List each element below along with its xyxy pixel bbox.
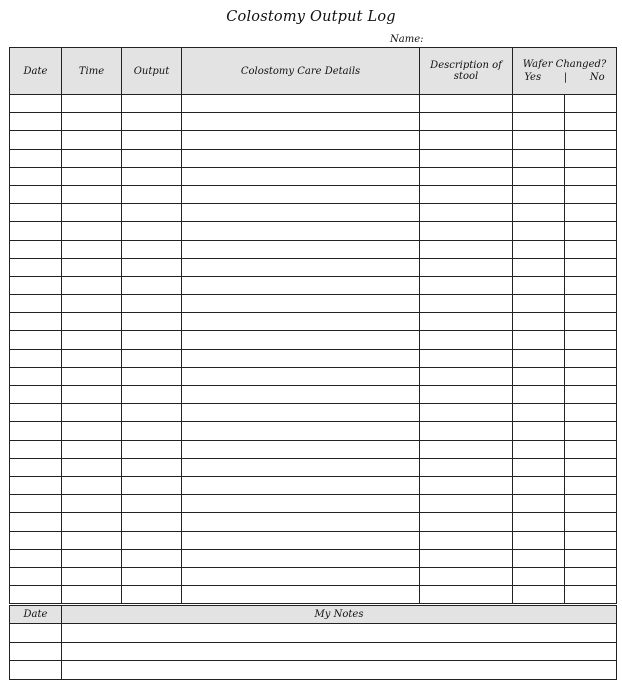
cell-output[interactable]: [122, 476, 182, 494]
cell-date[interactable]: [10, 131, 62, 149]
cell-date[interactable]: [10, 149, 62, 167]
cell-care-details[interactable]: [182, 367, 420, 385]
cell-wafer-no[interactable]: [565, 513, 617, 531]
cell-care-details[interactable]: [182, 349, 420, 367]
table-row: [10, 476, 617, 494]
cell-wafer-yes[interactable]: [513, 185, 565, 203]
cell-output[interactable]: [122, 240, 182, 258]
cell-time[interactable]: [62, 422, 122, 440]
cell-time[interactable]: [62, 458, 122, 476]
cell-care-details[interactable]: [182, 404, 420, 422]
cell-wafer-no[interactable]: [565, 386, 617, 404]
cell-date[interactable]: [10, 222, 62, 240]
cell-wafer-yes[interactable]: [513, 440, 565, 458]
cell-wafer-yes[interactable]: [513, 149, 565, 167]
cell-date[interactable]: [10, 386, 62, 404]
cell-wafer-no[interactable]: [565, 222, 617, 240]
cell-care-details[interactable]: [182, 222, 420, 240]
cell-date[interactable]: [10, 586, 62, 604]
notes-cell-date[interactable]: [10, 661, 62, 680]
cell-date[interactable]: [10, 258, 62, 276]
cell-time[interactable]: [62, 222, 122, 240]
cell-wafer-no[interactable]: [565, 404, 617, 422]
cell-output[interactable]: [122, 222, 182, 240]
cell-wafer-yes[interactable]: [513, 276, 565, 294]
wafer-separator: |: [563, 72, 568, 83]
cell-stool-description[interactable]: [420, 95, 513, 113]
table-row: [10, 422, 617, 440]
cell-care-details[interactable]: [182, 586, 420, 604]
cell-stool-description[interactable]: [420, 113, 513, 131]
cell-wafer-yes[interactable]: [513, 404, 565, 422]
cell-wafer-yes[interactable]: [513, 167, 565, 185]
cell-care-details[interactable]: [182, 258, 420, 276]
cell-time[interactable]: [62, 549, 122, 567]
cell-care-details[interactable]: [182, 204, 420, 222]
table-row: [10, 113, 617, 131]
cell-wafer-yes[interactable]: [513, 531, 565, 549]
cell-stool-description[interactable]: [420, 531, 513, 549]
cell-wafer-yes[interactable]: [513, 495, 565, 513]
cell-wafer-no[interactable]: [565, 531, 617, 549]
cell-time[interactable]: [62, 276, 122, 294]
output-log-table: [9, 47, 617, 604]
cell-stool-description[interactable]: [420, 440, 513, 458]
cell-date[interactable]: [10, 349, 62, 367]
cell-wafer-no[interactable]: [565, 295, 617, 313]
cell-stool-description[interactable]: [420, 131, 513, 149]
header-care-details: Colostomy Care Details: [182, 48, 420, 95]
notes-cell-date[interactable]: [10, 624, 62, 643]
cell-date[interactable]: [10, 476, 62, 494]
cell-wafer-yes[interactable]: [513, 349, 565, 367]
table-row: [10, 531, 617, 549]
cell-stool-description[interactable]: [420, 222, 513, 240]
cell-date[interactable]: [10, 295, 62, 313]
table-row: [10, 149, 617, 167]
cell-wafer-no[interactable]: [565, 313, 617, 331]
cell-wafer-yes[interactable]: [513, 331, 565, 349]
cell-wafer-yes[interactable]: [513, 313, 565, 331]
table-row: [10, 404, 617, 422]
cell-wafer-no[interactable]: [565, 331, 617, 349]
cell-wafer-no[interactable]: [565, 95, 617, 113]
log-body: [10, 95, 617, 604]
notes-cell-notes[interactable]: [62, 642, 617, 661]
cell-wafer-no[interactable]: [565, 167, 617, 185]
cell-wafer-no[interactable]: [565, 495, 617, 513]
cell-care-details[interactable]: [182, 95, 420, 113]
cell-time[interactable]: [62, 513, 122, 531]
cell-care-details[interactable]: [182, 185, 420, 203]
table-row: [10, 567, 617, 585]
page-title: Colostomy Output Log: [226, 9, 396, 25]
cell-date[interactable]: [10, 549, 62, 567]
header-time: Time: [62, 48, 122, 95]
cell-date[interactable]: [10, 440, 62, 458]
cell-time[interactable]: [62, 567, 122, 585]
table-row: [10, 549, 617, 567]
cell-wafer-yes[interactable]: [513, 422, 565, 440]
cell-stool-description[interactable]: [420, 276, 513, 294]
notes-row: [10, 642, 617, 661]
cell-stool-description[interactable]: [420, 349, 513, 367]
cell-wafer-no[interactable]: [565, 113, 617, 131]
table-row: [10, 586, 617, 604]
cell-wafer-yes[interactable]: [513, 567, 565, 585]
cell-wafer-yes[interactable]: [513, 258, 565, 276]
cell-output[interactable]: [122, 131, 182, 149]
cell-date[interactable]: [10, 185, 62, 203]
cell-care-details[interactable]: [182, 531, 420, 549]
cell-time[interactable]: [62, 95, 122, 113]
cell-stool-description[interactable]: [420, 386, 513, 404]
cell-wafer-no[interactable]: [565, 276, 617, 294]
cell-output[interactable]: [122, 349, 182, 367]
cell-output[interactable]: [122, 567, 182, 585]
cell-wafer-no[interactable]: [565, 549, 617, 567]
cell-wafer-no[interactable]: [565, 586, 617, 604]
cell-output[interactable]: [122, 258, 182, 276]
cell-time[interactable]: [62, 185, 122, 203]
cell-wafer-yes[interactable]: [513, 95, 565, 113]
notes-header-date: Date: [10, 606, 62, 624]
cell-date[interactable]: [10, 95, 62, 113]
cell-wafer-no[interactable]: [565, 458, 617, 476]
cell-output[interactable]: [122, 367, 182, 385]
notes-cell-notes[interactable]: [62, 624, 617, 643]
cell-output[interactable]: [122, 185, 182, 203]
cell-wafer-no[interactable]: [565, 204, 617, 222]
cell-output[interactable]: [122, 331, 182, 349]
cell-wafer-no[interactable]: [565, 240, 617, 258]
cell-wafer-yes[interactable]: [513, 204, 565, 222]
wafer-no-label: No: [589, 72, 605, 83]
cell-wafer-yes[interactable]: [513, 113, 565, 131]
cell-wafer-no[interactable]: [565, 185, 617, 203]
cell-care-details[interactable]: [182, 513, 420, 531]
cell-care-details[interactable]: [182, 476, 420, 494]
header-stool-description: Description of stool: [420, 48, 513, 95]
cell-time[interactable]: [62, 240, 122, 258]
cell-time[interactable]: [62, 204, 122, 222]
cell-wafer-yes[interactable]: [513, 586, 565, 604]
header-date: Date: [10, 48, 62, 95]
table-row: [10, 331, 617, 349]
table-row: [10, 367, 617, 385]
cell-output[interactable]: [122, 440, 182, 458]
wafer-yes-label: Yes: [524, 72, 542, 83]
cell-stool-description[interactable]: [420, 240, 513, 258]
cell-output[interactable]: [122, 513, 182, 531]
table-row: [10, 386, 617, 404]
cell-care-details[interactable]: [182, 149, 420, 167]
table-row: [10, 495, 617, 513]
cell-care-details[interactable]: [182, 276, 420, 294]
cell-wafer-yes[interactable]: [513, 458, 565, 476]
cell-date[interactable]: [10, 204, 62, 222]
cell-date[interactable]: [10, 240, 62, 258]
cell-date[interactable]: [10, 167, 62, 185]
cell-wafer-yes[interactable]: [513, 513, 565, 531]
header-row: [10, 48, 617, 95]
table-row: [10, 167, 617, 185]
cell-time[interactable]: [62, 258, 122, 276]
cell-stool-description[interactable]: [420, 167, 513, 185]
cell-output[interactable]: [122, 204, 182, 222]
cell-care-details[interactable]: [182, 313, 420, 331]
cell-wafer-yes[interactable]: [513, 549, 565, 567]
table-row: [10, 222, 617, 240]
cell-stool-description[interactable]: [420, 204, 513, 222]
cell-wafer-no[interactable]: [565, 258, 617, 276]
table-row: [10, 258, 617, 276]
cell-date[interactable]: [10, 513, 62, 531]
cell-care-details[interactable]: [182, 458, 420, 476]
header-output: Output: [122, 48, 182, 95]
cell-date[interactable]: [10, 531, 62, 549]
cell-time[interactable]: [62, 131, 122, 149]
cell-stool-description[interactable]: [420, 149, 513, 167]
cell-date[interactable]: [10, 113, 62, 131]
cell-wafer-no[interactable]: [565, 349, 617, 367]
cell-output[interactable]: [122, 167, 182, 185]
cell-care-details[interactable]: [182, 113, 420, 131]
table-row: [10, 458, 617, 476]
cell-stool-description[interactable]: [420, 586, 513, 604]
cell-stool-description[interactable]: [420, 513, 513, 531]
cell-stool-description[interactable]: [420, 495, 513, 513]
table-row: [10, 440, 617, 458]
cell-care-details[interactable]: [182, 549, 420, 567]
cell-output[interactable]: [122, 531, 182, 549]
cell-stool-description[interactable]: [420, 567, 513, 585]
cell-wafer-yes[interactable]: [513, 222, 565, 240]
table-row: [10, 185, 617, 203]
table-row: [10, 204, 617, 222]
table-row: [10, 131, 617, 149]
cell-date[interactable]: [10, 404, 62, 422]
notes-header-my-notes: My Notes: [62, 606, 617, 624]
notes-row: [10, 661, 617, 680]
table-row: [10, 313, 617, 331]
cell-care-details[interactable]: [182, 331, 420, 349]
notes-table: [9, 605, 617, 680]
cell-time[interactable]: [62, 313, 122, 331]
cell-time[interactable]: [62, 349, 122, 367]
cell-date[interactable]: [10, 276, 62, 294]
table-row: [10, 295, 617, 313]
cell-date[interactable]: [10, 567, 62, 585]
cell-wafer-no[interactable]: [565, 131, 617, 149]
wafer-changed-label: Wafer Changed?: [522, 59, 607, 70]
cell-output[interactable]: [122, 458, 182, 476]
notes-cell-date[interactable]: [10, 642, 62, 661]
cell-stool-description[interactable]: [420, 367, 513, 385]
cell-output[interactable]: [122, 149, 182, 167]
header-wafer-changed: [513, 48, 617, 95]
cell-care-details[interactable]: [182, 567, 420, 585]
cell-time[interactable]: [62, 476, 122, 494]
cell-date[interactable]: [10, 458, 62, 476]
cell-stool-description[interactable]: [420, 258, 513, 276]
cell-stool-description[interactable]: [420, 549, 513, 567]
cell-output[interactable]: [122, 495, 182, 513]
cell-output[interactable]: [122, 113, 182, 131]
cell-output[interactable]: [122, 276, 182, 294]
cell-wafer-no[interactable]: [565, 149, 617, 167]
cell-care-details[interactable]: [182, 295, 420, 313]
cell-care-details[interactable]: [182, 386, 420, 404]
cell-time[interactable]: [62, 113, 122, 131]
cell-wafer-no[interactable]: [565, 476, 617, 494]
cell-wafer-no[interactable]: [565, 367, 617, 385]
cell-time[interactable]: [62, 331, 122, 349]
table-row: [10, 240, 617, 258]
notes-body: [10, 624, 617, 680]
cell-time[interactable]: [62, 167, 122, 185]
cell-wafer-yes[interactable]: [513, 476, 565, 494]
cell-wafer-yes[interactable]: [513, 386, 565, 404]
cell-care-details[interactable]: [182, 240, 420, 258]
cell-wafer-no[interactable]: [565, 440, 617, 458]
table-row: [10, 95, 617, 113]
cell-wafer-no[interactable]: [565, 422, 617, 440]
cell-care-details[interactable]: [182, 440, 420, 458]
cell-time[interactable]: [62, 295, 122, 313]
cell-stool-description[interactable]: [420, 476, 513, 494]
cell-output[interactable]: [122, 95, 182, 113]
cell-wafer-yes[interactable]: [513, 295, 565, 313]
cell-date[interactable]: [10, 313, 62, 331]
cell-output[interactable]: [122, 586, 182, 604]
cell-time[interactable]: [62, 440, 122, 458]
cell-time[interactable]: [62, 367, 122, 385]
cell-stool-description[interactable]: [420, 422, 513, 440]
name-label: Name:: [390, 34, 424, 45]
cell-care-details[interactable]: [182, 495, 420, 513]
cell-care-details[interactable]: [182, 167, 420, 185]
cell-output[interactable]: [122, 422, 182, 440]
cell-time[interactable]: [62, 404, 122, 422]
cell-wafer-yes[interactable]: [513, 367, 565, 385]
cell-output[interactable]: [122, 295, 182, 313]
cell-care-details[interactable]: [182, 422, 420, 440]
cell-time[interactable]: [62, 531, 122, 549]
cell-care-details[interactable]: [182, 131, 420, 149]
cell-wafer-yes[interactable]: [513, 131, 565, 149]
table-row: [10, 276, 617, 294]
cell-time[interactable]: [62, 495, 122, 513]
cell-time[interactable]: [62, 149, 122, 167]
cell-output[interactable]: [122, 404, 182, 422]
cell-date[interactable]: [10, 331, 62, 349]
notes-row: [10, 624, 617, 643]
cell-output[interactable]: [122, 549, 182, 567]
cell-stool-description[interactable]: [420, 313, 513, 331]
cell-date[interactable]: [10, 422, 62, 440]
cell-wafer-yes[interactable]: [513, 240, 565, 258]
cell-date[interactable]: [10, 495, 62, 513]
cell-stool-description[interactable]: [420, 458, 513, 476]
cell-time[interactable]: [62, 386, 122, 404]
notes-header-row: [10, 606, 617, 624]
table-row: [10, 513, 617, 531]
notes-cell-notes[interactable]: [62, 661, 617, 680]
cell-output[interactable]: [122, 386, 182, 404]
cell-output[interactable]: [122, 313, 182, 331]
cell-stool-description[interactable]: [420, 185, 513, 203]
table-row: [10, 349, 617, 367]
cell-stool-description[interactable]: [420, 295, 513, 313]
cell-date[interactable]: [10, 367, 62, 385]
cell-stool-description[interactable]: [420, 404, 513, 422]
cell-wafer-no[interactable]: [565, 567, 617, 585]
cell-stool-description[interactable]: [420, 331, 513, 349]
cell-time[interactable]: [62, 586, 122, 604]
